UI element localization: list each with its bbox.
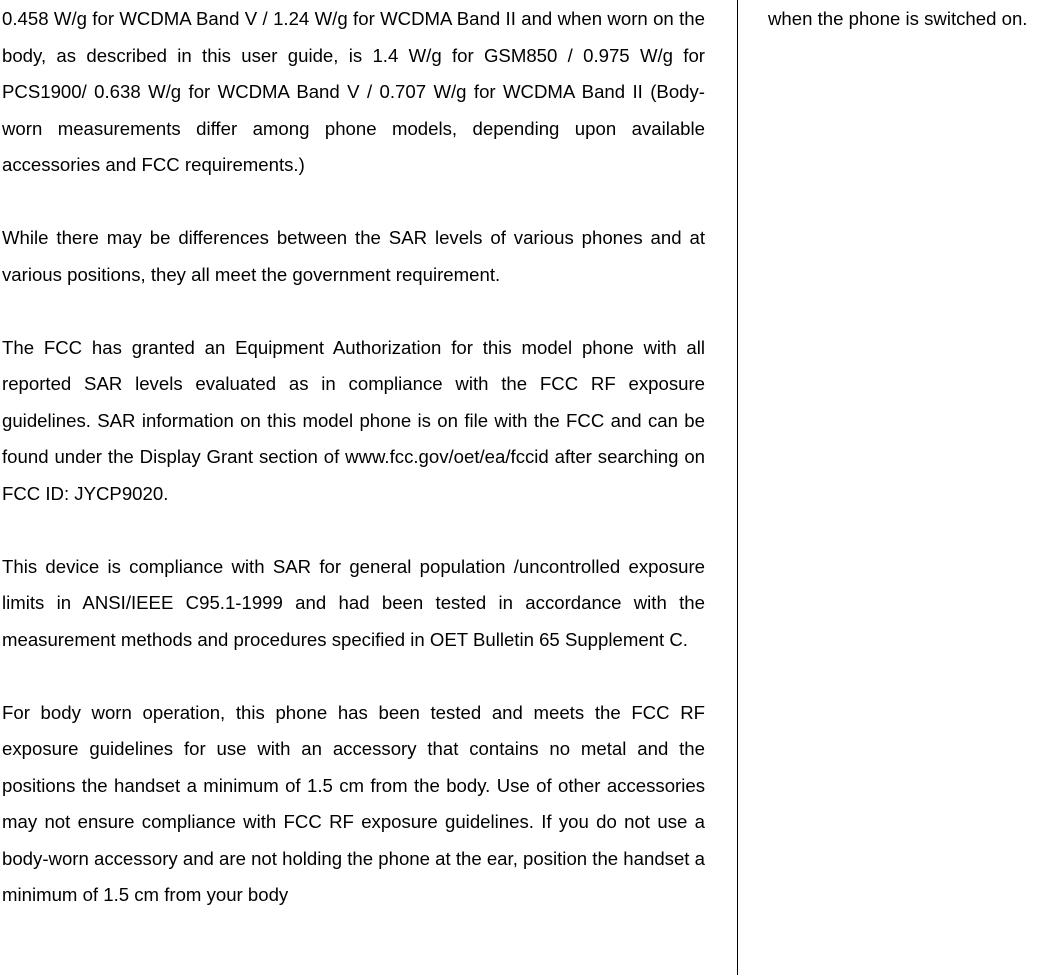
paragraph-ansi-compliance: This device is compliance with SAR for general population /uncontrolled exposure limits in ANSI/IEEE C95.1-1999 and had been tested in accordance with the measurement methods and procedures specified in OET Bulletin 65 Supplement C. — [2, 555, 705, 650]
paragraph-continuation: when the phone is switched on. — [768, 8, 1028, 29]
paragraph-fcc-authorization: The FCC has granted an Equipment Authorization for this model phone with all reported SAR levels evaluated as in compliance with the FCC RF exposure guidelines. SAR information on this model phone is on file with the FCC and can be found under the Display Grant section of www.fcc.gov/oet/ea/fccid after searching on FCC ID: JYCP9020. — [2, 336, 705, 504]
paragraph-sar-differences: While there may be differences between the SAR levels of various phones and at various positions, they all meet the government requirement. — [2, 227, 705, 285]
paragraph-body-worn-operation: For body worn operation, this phone has been tested and meets the FCC RF exposure guidelines for use with an accessory that contains no metal and the positions the handset a minimum of 1.5 cm from the body. Use of other accessories may not ensure compliance with FCC RF exposure guidelines. If you do not use a body-worn accessory and are not holding the phone at the ear, position the handset a minimum of 1.5 cm from your body — [2, 701, 705, 905]
left-text-column — [2, 1, 705, 914]
paragraph-sar-values: 0.458 W/g for WCDMA Band V / 1.24 W/g for WCDMA Band II and when worn on the body, as described in this user guide, is 1.4 W/g for GSM850 / 0.975 W/g for PCS1900/ 0.638 W/g for WCDMA Band V / 0.707 W/g for WCDMA Band II (Body-worn measurements differ among phone models, depending upon available accessories and FCC requirements.) — [2, 8, 705, 175]
right-text-column — [768, 1, 1057, 38]
column-divider — [737, 0, 738, 975]
